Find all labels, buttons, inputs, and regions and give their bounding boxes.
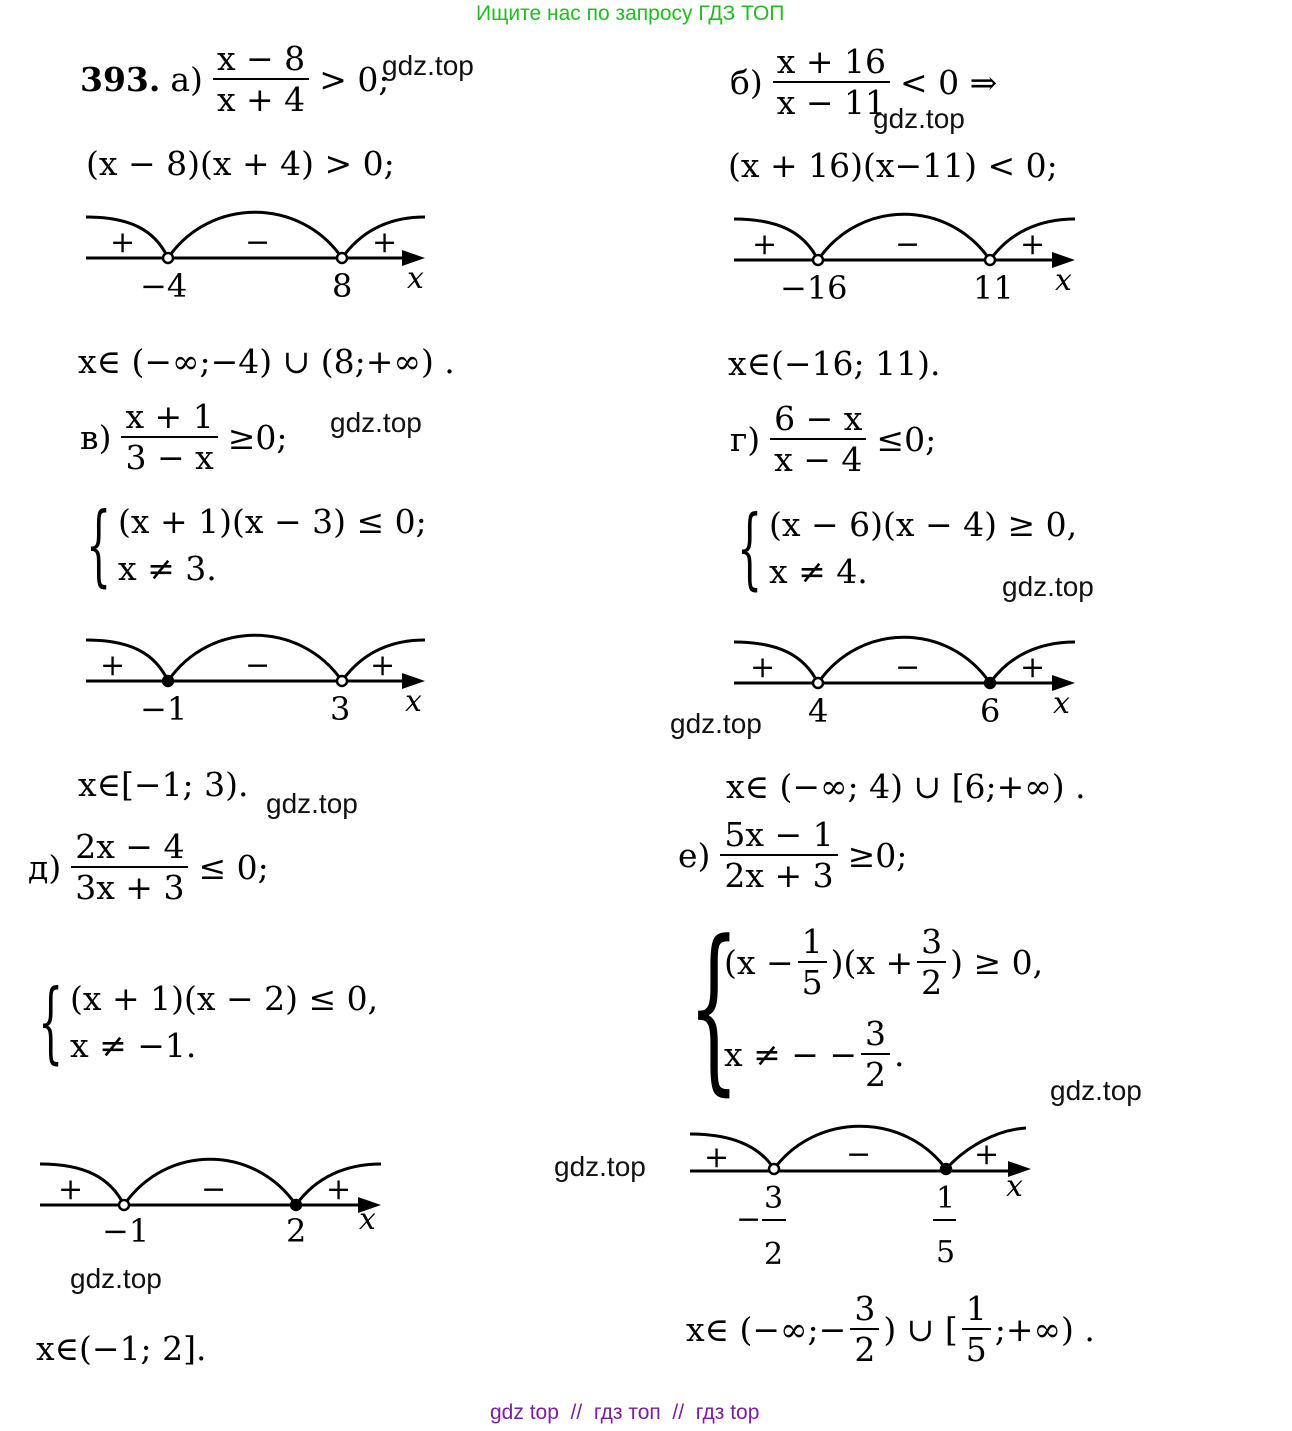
label-g: г) [730,419,761,459]
point-d-2: 2 [286,1212,307,1250]
sign-d-2: − [201,1172,227,1207]
number-line-a [80,205,440,305]
answer-e-part: ;+∞) . [994,1309,1095,1349]
answer-b: x∈(−16; 11). [728,344,941,383]
fraction-e-numerator: 5x − 1 [724,815,834,854]
watermark: gdz.top [1002,571,1094,602]
fraction-d-denominator: 3x + 3 [71,866,188,904]
point-v-2: 3 [330,690,351,728]
number-line-b [730,207,1090,307]
watermark: gdz.top [554,1151,646,1182]
watermark: gdz.top [670,708,762,739]
problem-v-statement [80,397,288,477]
sign-d-3: + [326,1172,352,1207]
sign-v-2: − [245,648,271,683]
fraction-b-denominator: x − 11 [773,81,890,119]
answer-g: x∈ (−∞; 4) ∪ [6;+∞) . [726,767,1086,806]
system-e-line-1 [724,922,1044,1002]
label-b: б) [730,62,763,102]
watermark: gdz.top [330,407,422,438]
system-e-line-2-part: x ≠ − − [724,1034,858,1074]
axis-label: x [1053,686,1070,721]
system-v-line-1: (x + 1)(x − 3) ≤ 0; [118,502,427,541]
frac-denominator: 2 [917,961,946,999]
point-e-1-sign: − [736,1202,762,1237]
fraction-e [720,815,837,895]
system-g-line-2: x ≠ 4. [769,552,868,591]
inequality-b: < 0 ⇒ [899,62,998,102]
fraction-a-numerator: x − 8 [216,39,306,78]
brace-icon: { [737,495,763,599]
system-e-line-1-part: ) ≥ 0, [950,942,1044,982]
inequality-e: ≥0; [847,835,908,875]
label-e: е) [678,835,711,875]
label-v: в) [80,417,112,457]
fraction-g [770,399,866,479]
footer-links[interactable]: gdz top // гдз топ // гдз top [490,1401,760,1424]
number-line-d [36,1152,396,1252]
point-b-1: −16 [780,269,848,307]
inequality-d: ≤ 0; [198,847,269,887]
point-d-1: −1 [102,1212,150,1250]
sign-v-1: + [100,648,126,683]
point-e-1-numerator: 3 [764,1181,784,1216]
problem-number: 393. [80,59,161,99]
search-banner[interactable]: Ищите нас по запросу ГДЗ ТОП [476,2,785,25]
axis-label: x [1055,263,1072,298]
label-a: а) [170,59,203,99]
sign-d-1: + [58,1172,84,1207]
fraction-a [213,39,309,119]
fraction-v-numerator: x + 1 [125,397,214,436]
number-line-e [686,1122,1046,1282]
sign-a-2: − [245,225,271,260]
system-d [38,969,379,1073]
fraction-v-denominator: 3 − x [121,436,217,474]
frac-denominator: 2 [861,1053,890,1091]
fraction-d [71,827,188,907]
system-d-line-1: (x + 1)(x − 2) ≤ 0, [70,979,379,1018]
inequality-v: ≥0; [227,417,288,457]
watermark: gdz.top [1050,1075,1142,1106]
answer-v: x∈[−1; 3). [78,765,249,804]
sign-v-3: + [370,648,396,683]
number-line-v [80,628,440,728]
point-b-2: 11 [973,269,1014,307]
system-e-line-2-part: . [894,1034,905,1074]
frac-numerator: 1 [965,1289,987,1328]
fraction-v [121,397,217,477]
inequality-g: ≤0; [876,419,937,459]
system-e-line-1-part: (x − [724,942,794,982]
point-g-2: 6 [980,692,1001,730]
axis-label: x [1006,1169,1023,1204]
problem-a-statement [80,39,390,119]
system-v-line-2: x ≠ 3. [118,549,217,588]
sign-a-1: + [110,225,136,260]
sign-e-2: − [846,1137,872,1172]
fraction-g-denominator: x − 4 [770,438,866,476]
fraction-a-denominator: x + 4 [213,78,309,116]
problem-d-statement [28,827,269,907]
frac-denominator: 5 [798,961,827,999]
brace-icon: { [86,492,112,596]
answer-a: x∈ (−∞;−4) ∪ (8;+∞) . [78,342,455,381]
sign-e-1: + [704,1140,730,1175]
answer-e [686,1289,1095,1369]
step-a: (x − 8)(x + 4) > 0; [86,144,395,183]
system-d-line-2: x ≠ −1. [70,1026,197,1065]
brace-icon: { [688,903,740,1112]
label-d: д) [28,847,62,887]
sign-g-1: + [750,650,776,685]
system-e-line-1-part: )(x + [830,942,914,982]
sign-b-2: − [895,227,921,262]
watermark: gdz.top [873,103,965,134]
answer-e-part: ) ∪ [ [883,1309,958,1349]
fraction-e-denominator: 2x + 3 [720,854,837,892]
point-e-2-numerator: 1 [936,1181,956,1216]
sign-b-3: + [1020,227,1046,262]
answer-e-part: x∈ (−∞;− [686,1309,847,1349]
watermark: gdz.top [70,1263,162,1294]
system-v [86,492,427,596]
fraction-b-numerator: x + 16 [776,42,886,81]
frac-denominator: 5 [962,1328,991,1366]
frac-numerator: 3 [854,1289,876,1328]
frac-numerator: 1 [801,922,823,961]
frac-numerator: 3 [921,922,943,961]
sign-a-3: + [372,225,398,260]
inequality-a: > 0; [319,59,390,99]
system-e-line-2 [724,1014,1043,1094]
sign-e-3: + [974,1137,1000,1172]
answer-d: x∈(−1; 2]. [36,1329,207,1368]
sign-b-1: + [752,227,778,262]
watermark: gdz.top [382,50,474,81]
problem-e-statement [678,815,908,895]
point-e-1-denominator: 2 [764,1237,784,1272]
fraction-d-numerator: 2x − 4 [75,827,185,866]
system-e [688,903,1044,1112]
point-v-1: −1 [140,690,188,728]
axis-label: x [407,261,424,296]
problem-g-statement [730,399,937,479]
sign-g-3: + [1020,650,1046,685]
brace-icon: { [38,969,64,1073]
number-line-g [730,630,1090,730]
system-g-line-1: (x − 6)(x − 4) ≥ 0, [769,505,1078,544]
frac-denominator: 2 [850,1328,879,1366]
watermark: gdz.top [266,788,358,819]
point-g-1: 4 [808,692,829,730]
fraction-g-numerator: 6 − x [774,399,863,438]
point-e-2-denominator: 5 [936,1235,956,1270]
axis-label: x [359,1202,376,1237]
step-b: (x + 16)(x−11) < 0; [728,146,1058,185]
point-a-2: 8 [332,267,353,305]
sign-g-2: − [895,650,921,685]
frac-numerator: 3 [865,1014,887,1053]
point-a-1: −4 [140,267,188,305]
axis-label: x [405,684,422,719]
